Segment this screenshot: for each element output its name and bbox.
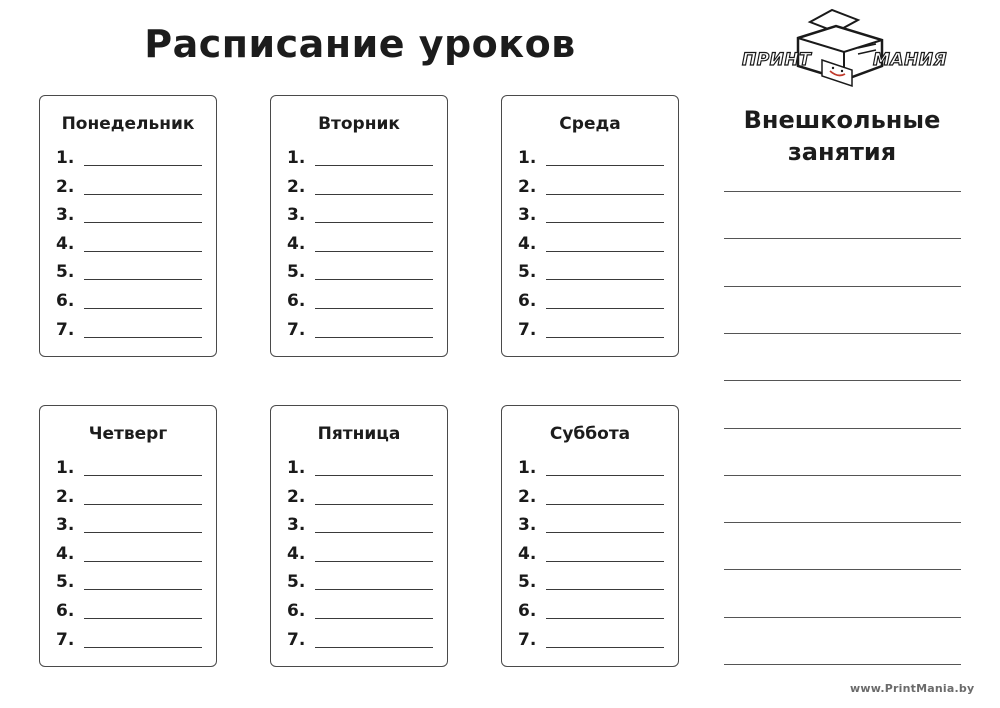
lesson-row bbox=[56, 234, 206, 263]
lesson-write-line[interactable] bbox=[84, 475, 202, 476]
lesson-number: 3. bbox=[56, 205, 75, 226]
lesson-number: 7. bbox=[56, 629, 75, 650]
lesson-number: 4. bbox=[56, 233, 75, 254]
lesson-number: 2. bbox=[287, 176, 306, 197]
lesson-row bbox=[287, 515, 437, 544]
lesson-row bbox=[518, 234, 668, 263]
day-title: Понедельник bbox=[61, 114, 195, 134]
lesson-row bbox=[518, 630, 668, 659]
lesson-number: 7. bbox=[518, 319, 537, 340]
lesson-number: 4. bbox=[518, 543, 537, 564]
logo-word-print: ПРИНТ bbox=[742, 50, 812, 70]
lesson-row bbox=[287, 234, 437, 263]
lesson-write-line[interactable] bbox=[546, 165, 664, 166]
lesson-write-line[interactable] bbox=[84, 504, 202, 505]
lesson-row bbox=[287, 458, 437, 487]
lesson-number: 3. bbox=[518, 515, 537, 536]
lesson-row bbox=[287, 487, 437, 516]
lesson-number: 5. bbox=[518, 572, 537, 593]
extracurricular-write-line[interactable] bbox=[724, 238, 961, 239]
extracurricular-write-line[interactable] bbox=[724, 569, 961, 570]
day-title: Пятница bbox=[317, 424, 401, 444]
lesson-number: 5. bbox=[56, 572, 75, 593]
lesson-row bbox=[518, 487, 668, 516]
lesson-write-line[interactable] bbox=[546, 561, 664, 562]
lesson-list bbox=[56, 148, 206, 348]
lesson-row bbox=[56, 572, 206, 601]
lesson-row bbox=[287, 544, 437, 573]
lesson-number: 4. bbox=[56, 543, 75, 564]
lesson-row bbox=[56, 544, 206, 573]
extracurricular-title-line1: Внешкольные bbox=[743, 106, 941, 134]
lesson-number: 1. bbox=[287, 148, 306, 168]
lesson-number: 1. bbox=[518, 148, 537, 168]
lesson-row bbox=[518, 177, 668, 206]
lesson-write-line[interactable] bbox=[84, 251, 202, 252]
lesson-number: 1. bbox=[287, 458, 306, 478]
day-card bbox=[270, 405, 448, 667]
lesson-write-line[interactable] bbox=[315, 308, 433, 309]
lesson-row bbox=[287, 148, 437, 177]
lesson-number: 4. bbox=[287, 233, 306, 254]
lesson-row bbox=[56, 515, 206, 544]
lesson-row bbox=[518, 205, 668, 234]
lesson-number: 2. bbox=[518, 176, 537, 197]
lesson-row bbox=[518, 601, 668, 630]
lesson-write-line[interactable] bbox=[546, 532, 664, 533]
lesson-write-line[interactable] bbox=[84, 194, 202, 195]
lesson-list bbox=[518, 148, 668, 348]
day-title: Вторник bbox=[318, 114, 400, 134]
page-title: Расписание уроков bbox=[144, 22, 576, 66]
lesson-number: 7. bbox=[287, 319, 306, 340]
lesson-row bbox=[518, 291, 668, 320]
lesson-number: 3. bbox=[518, 205, 537, 226]
lesson-write-line[interactable] bbox=[84, 561, 202, 562]
extracurricular-title-line2: занятия bbox=[787, 138, 897, 166]
lesson-number: 6. bbox=[287, 290, 306, 311]
lesson-number: 2. bbox=[56, 176, 75, 197]
lesson-write-line[interactable] bbox=[546, 589, 664, 590]
extracurricular-write-line[interactable] bbox=[724, 286, 961, 287]
lesson-write-line[interactable] bbox=[84, 618, 202, 619]
lesson-write-line[interactable] bbox=[315, 194, 433, 195]
lesson-row bbox=[56, 630, 206, 659]
extracurricular-write-line[interactable] bbox=[724, 380, 961, 381]
lesson-write-line[interactable] bbox=[84, 279, 202, 280]
lesson-write-line[interactable] bbox=[315, 165, 433, 166]
day-card bbox=[270, 95, 448, 357]
lesson-row bbox=[56, 262, 206, 291]
lesson-number: 3. bbox=[287, 205, 306, 226]
lesson-list bbox=[518, 458, 668, 658]
lesson-write-line[interactable] bbox=[84, 337, 202, 338]
lesson-row bbox=[518, 458, 668, 487]
lesson-write-line[interactable] bbox=[546, 504, 664, 505]
lesson-write-line[interactable] bbox=[315, 251, 433, 252]
lesson-number: 5. bbox=[287, 572, 306, 593]
lesson-row bbox=[56, 177, 206, 206]
lesson-row bbox=[287, 291, 437, 320]
lesson-row bbox=[518, 320, 668, 349]
lesson-write-line[interactable] bbox=[84, 589, 202, 590]
footer-url: www.PrintMania.by bbox=[850, 682, 975, 695]
lesson-write-line[interactable] bbox=[315, 618, 433, 619]
extracurricular-write-line[interactable] bbox=[724, 617, 961, 618]
lesson-write-line[interactable] bbox=[546, 618, 664, 619]
printer-icon bbox=[740, 8, 948, 88]
day-card bbox=[39, 405, 217, 667]
lesson-row bbox=[56, 601, 206, 630]
lesson-row bbox=[287, 205, 437, 234]
lesson-number: 4. bbox=[287, 543, 306, 564]
lesson-write-line[interactable] bbox=[315, 532, 433, 533]
lesson-write-line[interactable] bbox=[546, 194, 664, 195]
lesson-number: 4. bbox=[518, 233, 537, 254]
lesson-write-line[interactable] bbox=[84, 532, 202, 533]
lesson-row bbox=[287, 601, 437, 630]
lesson-number: 6. bbox=[518, 600, 537, 621]
extracurricular-write-line[interactable] bbox=[724, 475, 961, 476]
lesson-write-line[interactable] bbox=[546, 475, 664, 476]
lesson-row bbox=[518, 544, 668, 573]
day-title: Среда bbox=[559, 114, 621, 134]
lesson-write-line[interactable] bbox=[84, 647, 202, 648]
lesson-row bbox=[56, 291, 206, 320]
lesson-row bbox=[518, 572, 668, 601]
lesson-write-line[interactable] bbox=[315, 561, 433, 562]
lesson-number: 5. bbox=[56, 262, 75, 283]
lesson-write-line[interactable] bbox=[546, 647, 664, 648]
day-title: Суббота bbox=[549, 424, 631, 444]
lesson-write-line[interactable] bbox=[546, 337, 664, 338]
lesson-number: 6. bbox=[287, 600, 306, 621]
lesson-number: 7. bbox=[287, 629, 306, 650]
lesson-number: 1. bbox=[518, 458, 537, 478]
lesson-list bbox=[56, 458, 206, 658]
lesson-row bbox=[56, 205, 206, 234]
lesson-row bbox=[287, 262, 437, 291]
extracurricular-write-line[interactable] bbox=[724, 428, 961, 429]
lesson-number: 6. bbox=[56, 600, 75, 621]
extracurricular-write-line[interactable] bbox=[724, 191, 961, 192]
extracurricular-title bbox=[722, 104, 962, 168]
lesson-number: 2. bbox=[518, 486, 537, 507]
lesson-write-line[interactable] bbox=[546, 222, 664, 223]
lesson-number: 7. bbox=[56, 319, 75, 340]
extracurricular-write-line[interactable] bbox=[724, 333, 961, 334]
day-title: Четверг bbox=[88, 424, 168, 444]
lesson-write-line[interactable] bbox=[315, 504, 433, 505]
lesson-write-line[interactable] bbox=[84, 222, 202, 223]
lesson-row bbox=[518, 515, 668, 544]
lesson-number: 7. bbox=[518, 629, 537, 650]
extracurricular-write-line[interactable] bbox=[724, 664, 961, 665]
lesson-list bbox=[287, 458, 437, 658]
lesson-number: 1. bbox=[56, 458, 75, 478]
lesson-row bbox=[56, 458, 206, 487]
day-card bbox=[39, 95, 217, 357]
lesson-write-line[interactable] bbox=[315, 475, 433, 476]
lesson-number: 3. bbox=[287, 515, 306, 536]
lesson-write-line[interactable] bbox=[315, 647, 433, 648]
extracurricular-write-line[interactable] bbox=[724, 522, 961, 523]
logo-word-mania: МАНИЯ bbox=[873, 50, 948, 70]
lesson-row bbox=[287, 630, 437, 659]
lesson-write-line[interactable] bbox=[84, 165, 202, 166]
lesson-row bbox=[518, 262, 668, 291]
lesson-row bbox=[518, 148, 668, 177]
lesson-write-line[interactable] bbox=[315, 589, 433, 590]
lesson-row bbox=[56, 148, 206, 177]
lesson-number: 1. bbox=[56, 148, 75, 168]
lesson-write-line[interactable] bbox=[84, 308, 202, 309]
lesson-number: 6. bbox=[56, 290, 75, 311]
lesson-number: 5. bbox=[287, 262, 306, 283]
lesson-number: 2. bbox=[287, 486, 306, 507]
day-card bbox=[501, 405, 679, 667]
lesson-row bbox=[56, 320, 206, 349]
printmania-logo bbox=[740, 8, 948, 88]
lesson-row bbox=[287, 572, 437, 601]
lesson-write-line[interactable] bbox=[546, 279, 664, 280]
lesson-number: 5. bbox=[518, 262, 537, 283]
lesson-row bbox=[287, 177, 437, 206]
lesson-write-line[interactable] bbox=[315, 337, 433, 338]
lesson-number: 6. bbox=[518, 290, 537, 311]
lesson-number: 2. bbox=[56, 486, 75, 507]
lesson-write-line[interactable] bbox=[315, 279, 433, 280]
lesson-number: 3. bbox=[56, 515, 75, 536]
lesson-write-line[interactable] bbox=[546, 308, 664, 309]
lesson-list bbox=[287, 148, 437, 348]
day-card bbox=[501, 95, 679, 357]
lesson-row bbox=[56, 487, 206, 516]
lesson-write-line[interactable] bbox=[546, 251, 664, 252]
lesson-write-line[interactable] bbox=[315, 222, 433, 223]
lesson-row bbox=[287, 320, 437, 349]
